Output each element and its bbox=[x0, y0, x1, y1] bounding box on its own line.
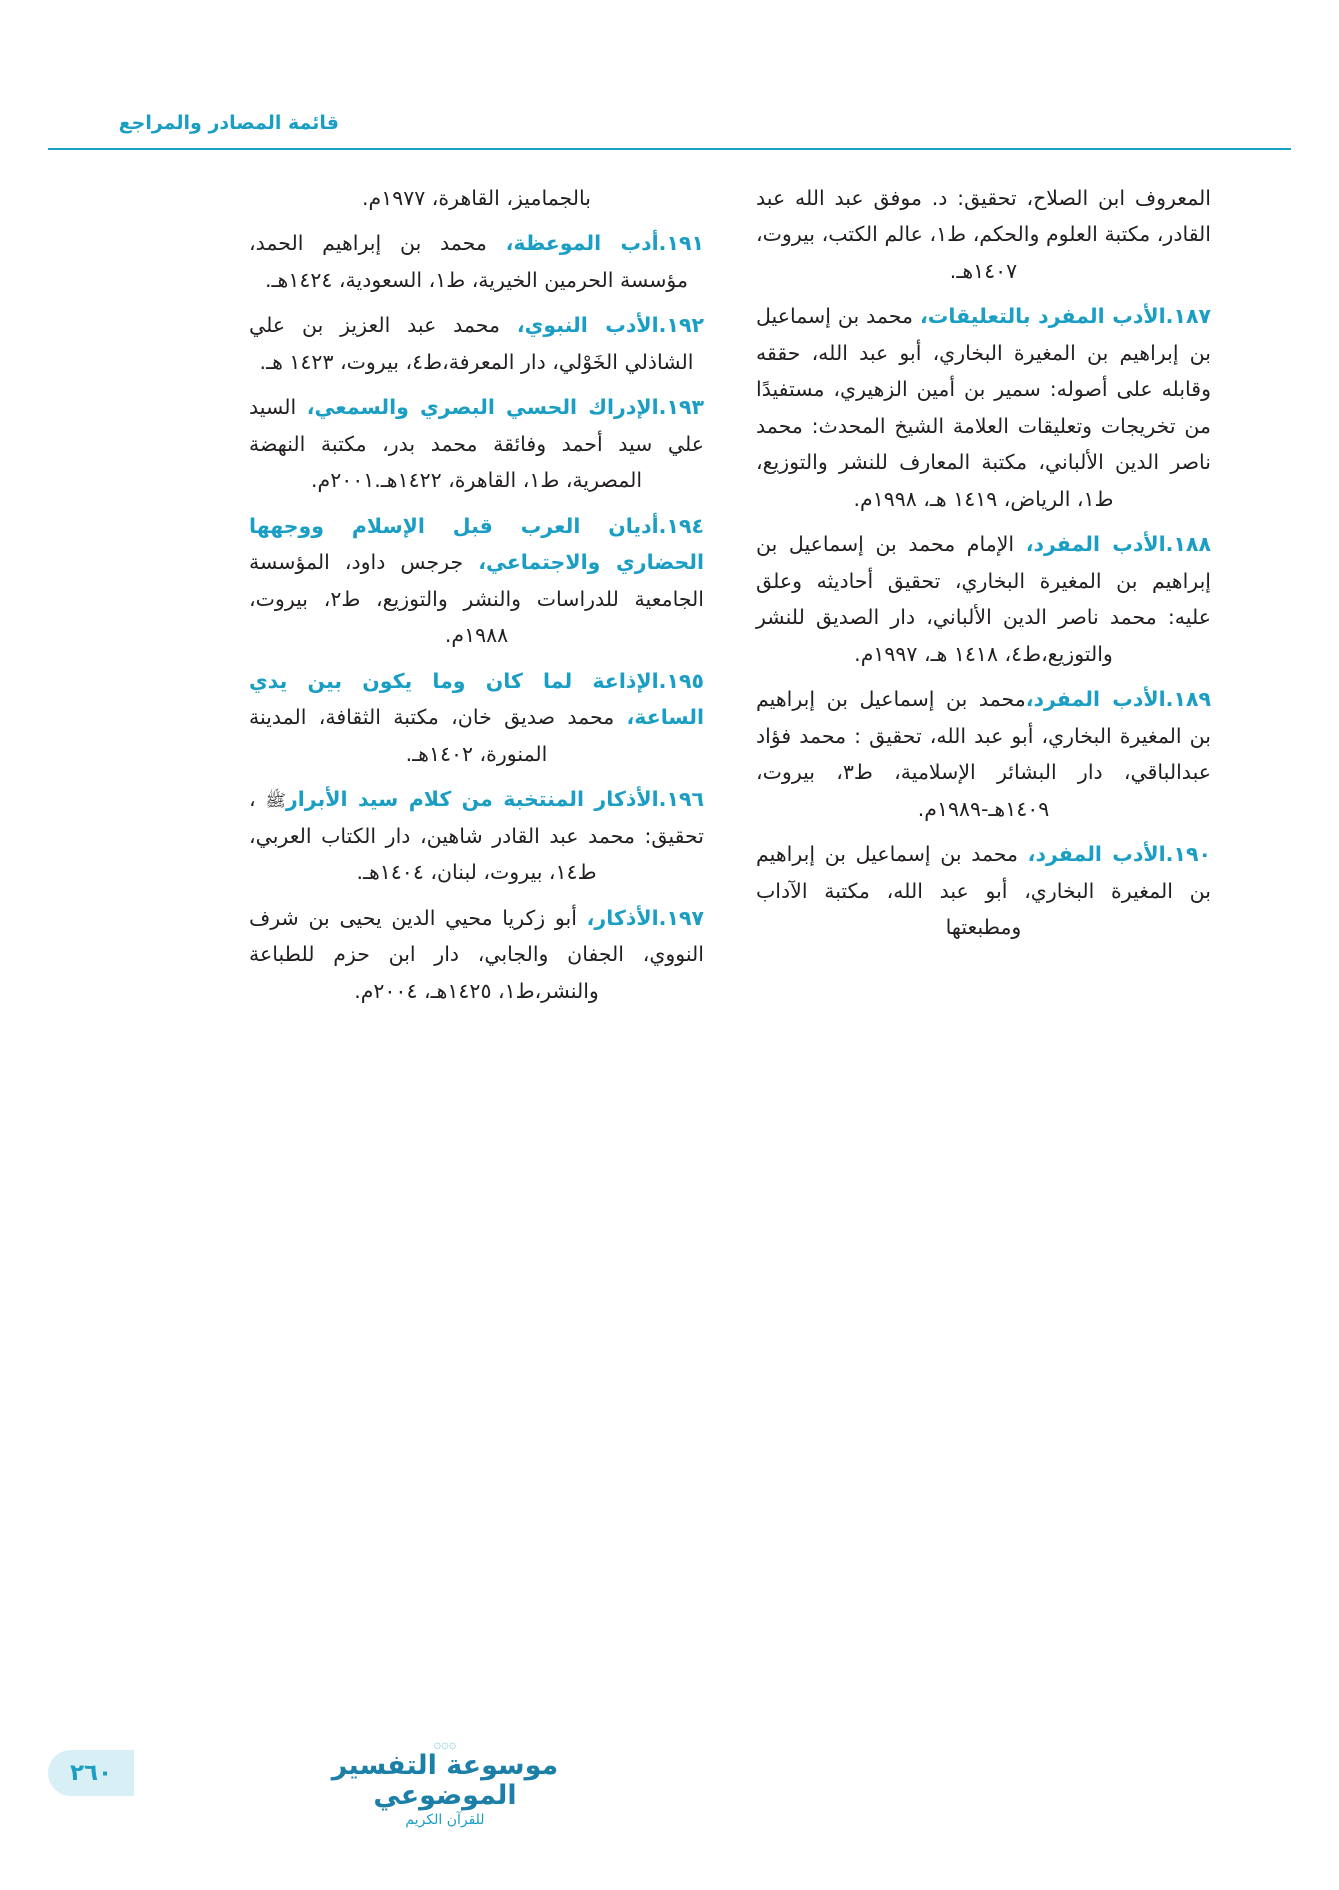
entry-title: الإدراك الحسي البصري والسمعي، bbox=[306, 395, 659, 420]
entry-body: محمد بن إسماعيل بن إبراهيم بن المغيرة البخاري، أبو عبد الله، حققه وقابله على أصوله: سمير بن أمين الزهيري، مستفيدًا من تخريجات وتعليقات العلامة الشيخ المحدث: محمد ناصر الدين الألباني، مكتبة المعارف للنشر والتوزيع، ط١، الرياض، ١٤١٩ هـ، ١٩٩٨م. bbox=[756, 304, 1211, 511]
entry-number: ١٨٨. bbox=[1165, 532, 1211, 557]
entry-number: ١٩٠. bbox=[1165, 842, 1211, 867]
entry-number: ١٩٧. bbox=[658, 905, 704, 930]
page-title: قائمة المصادر والمراجع bbox=[118, 112, 339, 134]
bibliography-entry bbox=[756, 298, 1211, 517]
entry-title: الأدب المفرد، bbox=[1025, 532, 1166, 557]
bibliography-entry bbox=[756, 681, 1211, 827]
page-footer bbox=[0, 1736, 1339, 1829]
logo-title: موسوعة التفسير الموضوعي bbox=[331, 1750, 559, 1811]
entry-body: محمد بن إبراهيم الحمد، مؤسسة الحرمين الخيرية، ط١، السعودية، ١٤٢٤هـ. bbox=[249, 231, 688, 292]
logo-ornament: ۞۞۞ bbox=[433, 1737, 457, 1752]
entry-number: ١٩٦. bbox=[658, 787, 704, 812]
entry-number: ١٩١. bbox=[658, 231, 704, 256]
bibliography-entry bbox=[756, 836, 1211, 945]
entry-body: محمد بن إسماعيل بن إبراهيم بن المغيرة البخاري، أبو عبد الله، مكتبة الآداب ومطبعتها bbox=[756, 842, 1211, 940]
bibliography-entry bbox=[249, 663, 704, 772]
entry-body: المعروف ابن الصلاح، تحقيق: د. موفق عبد الله عبد القادر، مكتبة العلوم والحكم، ط١، عالم الكتب، بيروت، ١٤٠٧هـ. bbox=[756, 186, 1212, 283]
column-left bbox=[249, 180, 704, 1430]
entry-title: الأذكار المنتخبة من كلام سيد الأبرار bbox=[285, 787, 659, 812]
publisher-logo bbox=[320, 1738, 570, 1828]
entry-title: أديان العرب قبل الإسلام ووجهها الحضاري والاجتماعي، bbox=[249, 513, 704, 575]
bibliography-entry bbox=[249, 781, 704, 890]
entry-body: محمد صديق خان، مكتبة الثقافة، المدينة المنورة، ١٤٠٢هـ. bbox=[249, 705, 627, 766]
entry-body: ، تحقيق: محمد عبد القادر شاهين، دار الكتاب العربي، ط١٤، بيروت، لبنان، ١٤٠٤هـ. bbox=[249, 787, 704, 885]
bibliography-entry bbox=[249, 180, 704, 216]
entry-number: ١٩٥. bbox=[658, 668, 704, 693]
entry-number: ١٩٤. bbox=[658, 513, 704, 538]
bibliography-entry bbox=[249, 389, 704, 498]
page-header bbox=[0, 112, 1339, 156]
entry-number: ١٨٩. bbox=[1165, 687, 1211, 712]
entry-title: أدب الموعظة، bbox=[505, 231, 659, 256]
entry-title: الأدب المفرد بالتعليقات، bbox=[919, 304, 1166, 329]
entry-body: محمد عبد العزيز بن علي الشاذلي الخَوْلي، دار المعرفة،ط٤، بيروت، ١٤٢٣ هـ. bbox=[249, 313, 694, 374]
entry-body: أبو زكريا محيي الدين يحيى بن شرف النووي، الجفان والجابي، دار ابن حزم للطباعة والنشر،ط١، ١٤٢٥هـ، ٢٠٠٤م. bbox=[249, 905, 704, 1003]
entry-title: الأذكار، bbox=[586, 905, 659, 930]
entry-body: بالجماميز، القاهرة، ١٩٧٧م. bbox=[362, 186, 591, 210]
entry-body: الإمام محمد بن إسماعيل بن إبراهيم بن المغيرة البخاري، تحقيق أحاديثه وعلق عليه: محمد ناصر الدين الألباني، دار الصديق للنشر والتوزيع،ط٤، ١٤١٨ هـ، ١٩٩٧م. bbox=[756, 532, 1211, 666]
entry-body: محمد بن إسماعيل بن إبراهيم بن المغيرة البخاري، أبو عبد الله، تحقيق : محمد فؤاد عبدالباقي، دار البشائر الإسلامية، ط٣، بيروت، ١٤٠٩هـ-١٩٨٩م. bbox=[756, 687, 1211, 821]
entry-title: الأدب المفرد، bbox=[1025, 687, 1166, 712]
bibliography-entry bbox=[249, 508, 704, 654]
entry-title: الأدب النبوي، bbox=[516, 313, 659, 338]
entry-number: ١٨٧. bbox=[1165, 304, 1211, 329]
bibliography-entry bbox=[756, 526, 1211, 672]
honorific-glyph: ﷺ bbox=[265, 791, 286, 812]
entry-number: ١٩٢. bbox=[658, 313, 704, 338]
logo-subtitle: للقرآن الكريم bbox=[405, 1812, 485, 1829]
entry-number: ١٩٣. bbox=[658, 395, 704, 420]
column-right bbox=[756, 180, 1211, 1430]
entry-title: الإذاعة لما كان وما يكون بين يدي الساعة، bbox=[249, 668, 704, 730]
page-number-badge: ٢٦٠ bbox=[48, 1750, 134, 1796]
bibliography-entry bbox=[249, 900, 704, 1009]
header-divider bbox=[48, 148, 1291, 150]
bibliography-entry bbox=[249, 225, 704, 298]
entry-body: جرجس داود، المؤسسة الجامعية للدراسات والنشر والتوزيع، ط٢، بيروت، ١٩٨٨م. bbox=[249, 550, 704, 648]
bibliography-entry bbox=[756, 180, 1211, 289]
entry-title: الأدب المفرد، bbox=[1027, 842, 1166, 867]
entry-body: السيد علي سيد أحمد وفائقة محمد بدر، مكتبة النهضة المصرية، ط١، القاهرة، ١٤٢٢هـ.٢٠٠١م. bbox=[249, 395, 704, 493]
bibliography-columns bbox=[128, 180, 1211, 1430]
bibliography-entry bbox=[249, 307, 704, 380]
